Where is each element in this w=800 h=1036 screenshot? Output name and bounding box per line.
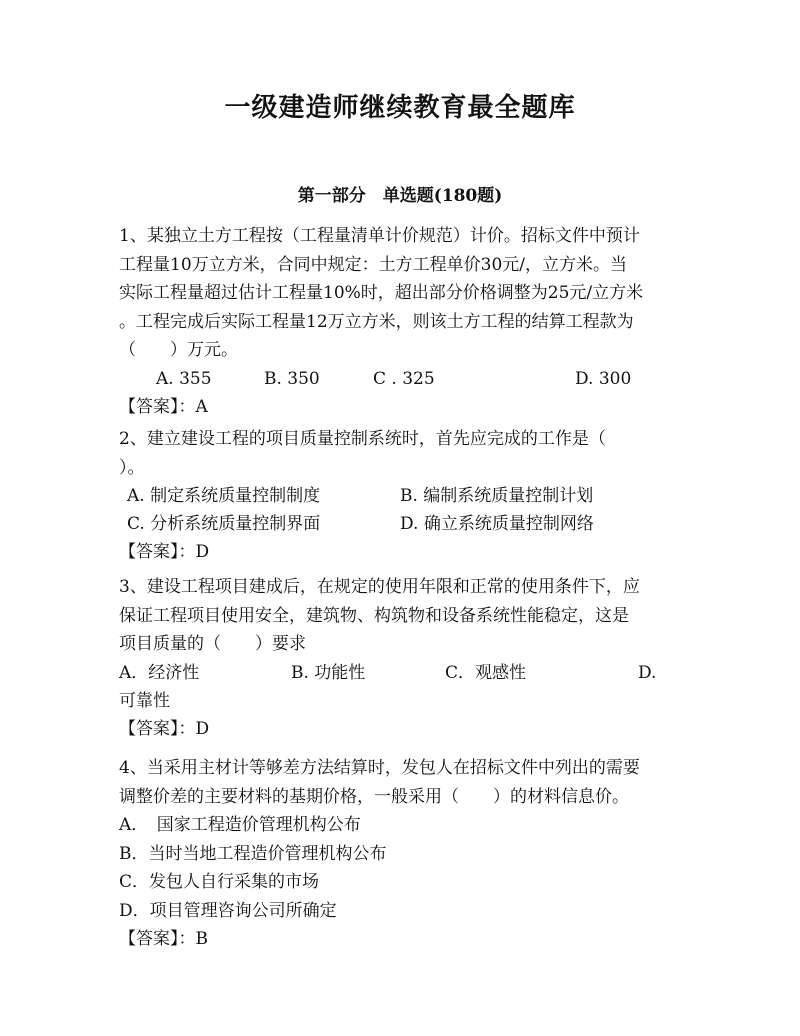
question-text-line: 3、建设工程项目建成后，在规定的使用年限和正常的使用条件下，应	[119, 577, 640, 597]
answer-label: 【答案】：	[119, 929, 196, 949]
answer-label: 【答案】：	[119, 719, 196, 739]
answer-value: D	[195, 719, 210, 739]
question-text-line: 1、某独立土方工程按（工程量清单计价规范）计价。招标文件中预计	[119, 226, 640, 246]
option-c: C . 325	[373, 368, 435, 389]
question-text-line: 工程量10万立方米，合同中规定：土方工程单价30元/，立方米。当	[119, 254, 627, 275]
option-a: A. 制定系统质量控制制度	[127, 486, 321, 506]
question-text-line: 。工程完成后实际工程量12万立方米，则该土方工程的结算工程款为	[119, 311, 634, 332]
option-a: A． 国家工程造价管理机构公布	[119, 815, 361, 835]
option-d: D.	[638, 662, 657, 683]
question-text-line: 项目质量的（ ）要求	[119, 634, 306, 654]
option-c: C．发包人自行采集的市场	[119, 872, 320, 892]
section-heading: 第一部分 单选题(180题)	[297, 186, 503, 206]
question-text-line: ）。	[119, 457, 145, 478]
option-b: B．当时当地工程造价管理机构公布	[119, 843, 387, 864]
option-d: D. 300	[575, 368, 632, 389]
question-3	[119, 573, 689, 743]
question-text-line: 调整价差的主要材料的基期价格，一般采用（ ）的材料信息价。	[119, 786, 629, 807]
answer-line	[119, 538, 689, 566]
answer-value: A	[195, 396, 208, 417]
question-text-line: 实际工程量超过估计工程量10%时，超出部分价格调整为25元/立方米	[119, 283, 644, 303]
answer-line	[119, 925, 689, 953]
question-2	[119, 425, 689, 566]
question-text-line: 保证工程项目使用安全，建筑物、构筑物和设备系统性能稳定，这是	[119, 605, 629, 626]
question-text-line: （ ）万元。	[119, 340, 238, 360]
option-a: A. 355	[156, 368, 212, 389]
option-a: A．经济性	[119, 662, 200, 683]
document-title: 一级建造师继续教育最全题库	[224, 93, 576, 123]
option-d: D．项目管理咨询公司所确定	[119, 900, 337, 921]
option-d-continued: 可靠性	[119, 690, 170, 711]
options-row	[119, 482, 689, 510]
option-b: B. 功能性	[291, 662, 366, 683]
answer-label: 【答案】：	[119, 396, 196, 417]
options-row	[119, 659, 689, 687]
answer-value: D	[195, 542, 210, 562]
option-b: B. 编制系统质量控制计划	[400, 486, 594, 506]
answer-line	[119, 393, 689, 421]
question-text-line: 2、建立建设工程的项目质量控制系统时，首先应完成的工作是（	[119, 429, 606, 449]
answer-value: B	[195, 929, 208, 949]
option-c: C．观感性	[445, 662, 527, 683]
question-1	[119, 222, 689, 421]
options-row	[119, 510, 689, 538]
answer-label: 【答案】：	[119, 542, 196, 562]
options-row	[119, 365, 689, 393]
option-d: D. 确立系统质量控制网络	[400, 514, 594, 534]
question-4	[119, 754, 689, 953]
option-b: B. 350	[264, 368, 320, 389]
option-c: C. 分析系统质量控制界面	[127, 514, 321, 534]
question-text-line: 4、当采用主材计等够差方法结算时，发包人在招标文件中列出的需要	[119, 758, 640, 778]
answer-line	[119, 715, 689, 743]
